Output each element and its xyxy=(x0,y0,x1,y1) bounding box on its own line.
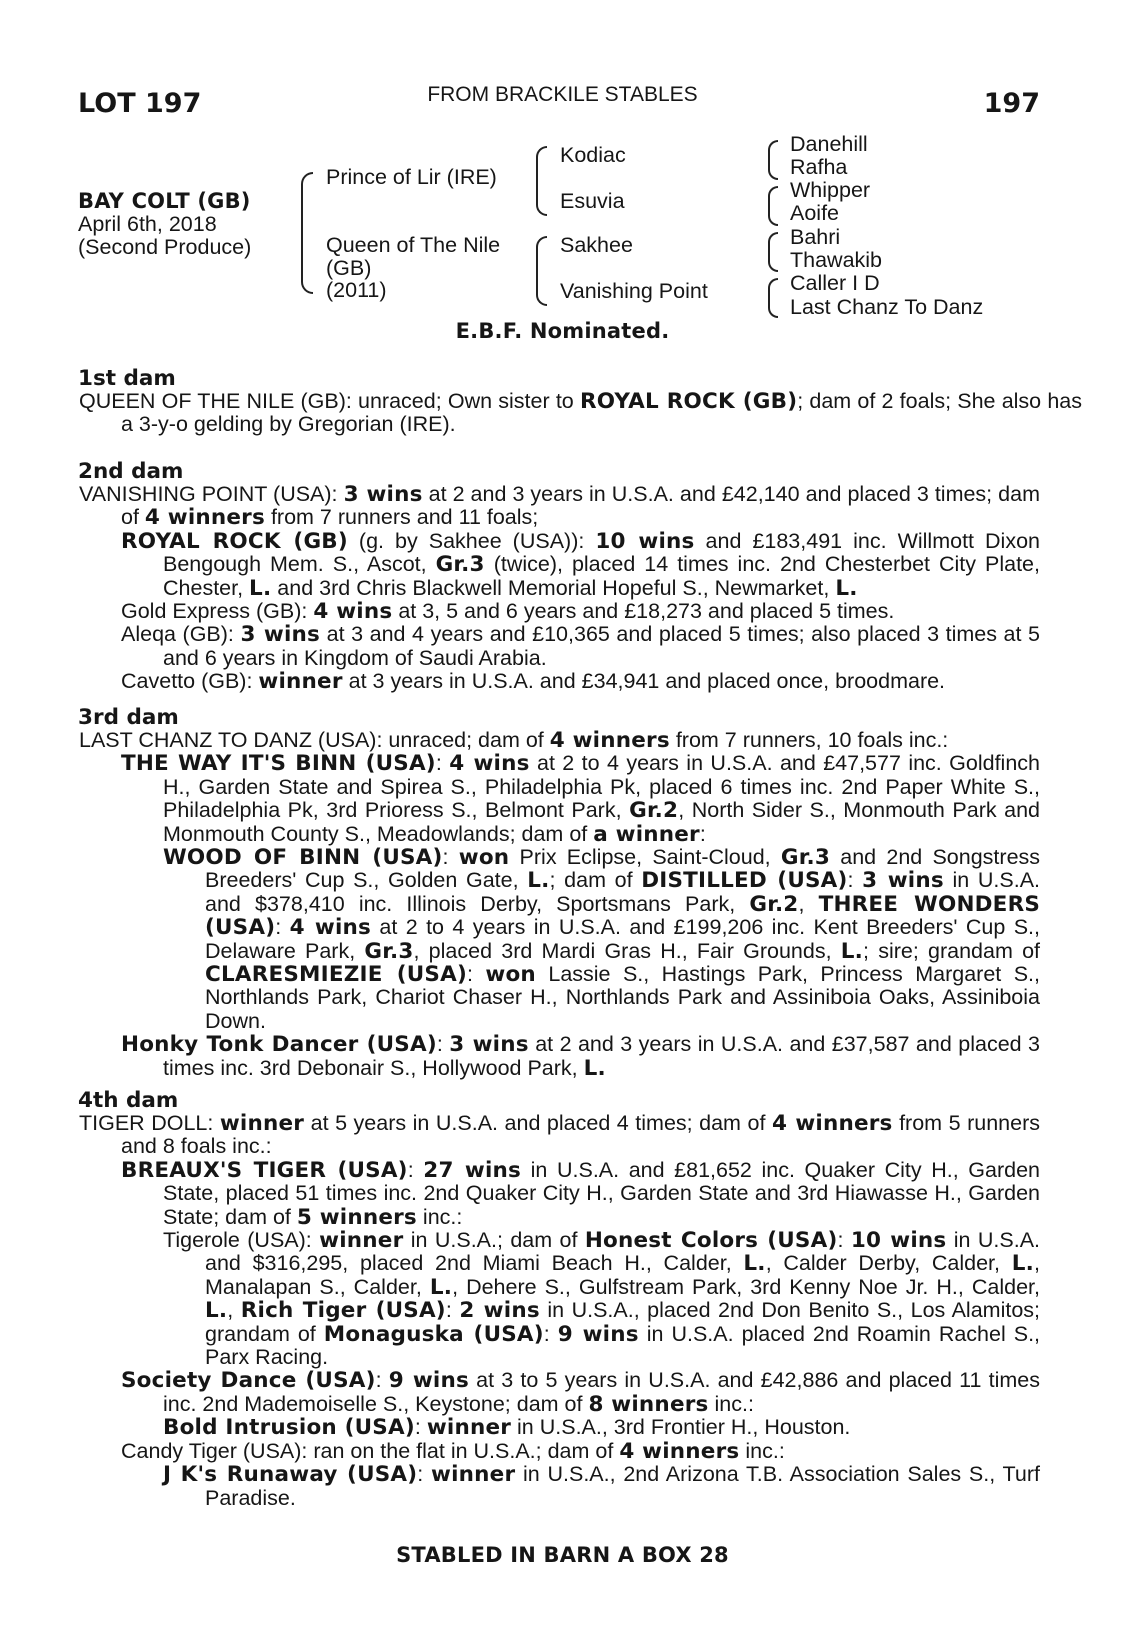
produce-note: (Second Produce) xyxy=(78,235,252,259)
ebf-nomination: E.B.F. Nominated. xyxy=(455,319,670,343)
brace-main xyxy=(301,172,313,294)
produce-jks-runaway: J K's Runaway (USA): winner in U.S.A., 2nd Arizona T.B. Association Sales S., Turf Paradise. xyxy=(163,1462,1040,1510)
brace-ggp-2 xyxy=(768,186,778,226)
produce-aleqa: Aleqa (GB): 3 wins at 3 and 4 years and £10,365 and placed 5 times; also placed 3 times at 5 and 6 years in Kingdom of Saudi Arabia. xyxy=(121,622,1040,670)
ggp-6: Thawakib xyxy=(790,248,883,272)
ggp-2: Rafha xyxy=(790,155,848,179)
sire-name: Prince of Lir (IRE) xyxy=(326,165,497,189)
horse-description: BAY COLT (GB) xyxy=(78,189,251,213)
sire-sire: Kodiac xyxy=(560,143,626,167)
produce-candy-tiger: Candy Tiger (USA): ran on the flat in U.S.A.; dam of 4 winners inc.: xyxy=(121,1438,785,1464)
second-dam-heading: 2nd dam xyxy=(78,459,184,484)
fourth-dam-text xyxy=(79,1112,1040,1510)
dam-sire: Sakhee xyxy=(560,233,633,257)
ggp-7: Caller I D xyxy=(790,271,880,295)
lot-number-left: LOT 197 xyxy=(78,88,202,119)
third-dam-intro: LAST CHANZ TO DANZ (USA): unraced; dam of 4 winners from 7 runners, 10 foals inc.: xyxy=(79,728,949,753)
stabling-note: STABLED IN BARN A BOX 28 xyxy=(396,1543,729,1567)
ggp-1: Danehill xyxy=(790,132,868,156)
ggp-4: Aoife xyxy=(790,201,840,225)
produce-gold-express: Gold Express (GB): 4 wins at 3, 5 and 6 years and £18,273 and placed 5 times. xyxy=(121,599,895,625)
dam-country: (GB) xyxy=(326,256,372,280)
second-dam-intro: VANISHING POINT (USA): 3 wins at 2 and 3 years in U.S.A. and £42,140 and placed 3 times; dam of 4 winners from 7 runners and 11 foals; xyxy=(79,482,1041,531)
first-dam-text: QUEEN OF THE NILE (GB): unraced; Own sister to ROYAL ROCK (GB); dam of 2 foals; She also has a 3-y-o gelding by Gregorian (IRE). xyxy=(79,389,1082,437)
lot-number-right: 197 xyxy=(983,88,1040,119)
produce-the-way-its-binn: THE WAY IT'S BINN (USA): 4 wins at 2 to 4 years in U.S.A. and £47,577 inc. Goldfinch H., Garden State and Spirea S., Philadelphia Pk, placed 6 times inc. 2nd Paper White S., Philadelphia Pk, 3rd Prioress S., Belmont Park, Gr.2, North Sider S., Monmouth Park and Monmouth County S., Meadowlands; dam of a winner: xyxy=(121,751,1040,847)
dam-year: (2011) xyxy=(326,278,387,302)
third-dam-heading: 3rd dam xyxy=(78,705,179,730)
produce-society-dance: Society Dance (USA): 9 wins at 3 to 5 years in U.S.A. and £42,886 and placed 11 times inc. 2nd Mademoiselle S., Keystone; dam of 8 winners inc.: xyxy=(121,1368,1040,1417)
produce-bold-intrusion: Bold Intrusion (USA): winner in U.S.A., 3rd Frontier H., Houston. xyxy=(163,1415,851,1441)
sire-dam: Esuvia xyxy=(560,189,625,213)
produce-wood-of-binn: WOOD OF BINN (USA): won Prix Eclipse, Saint-Cloud, Gr.3 and 2nd Songstress Breeders' Cup S., Golden Gate, L.; dam of DISTILLED (USA): 3 wins in U.S.A. and $378,410 inc. Illinois Derby, Sportsmans Park, Gr.2, THREE WONDERS (USA): 4 wins at 2 to 4 years in U.S.A. and £199,206 inc. Kent Breeders' Cup S., Delaware Park, Gr.3, placed 3rd Mardi Gras H., Fair Grounds, L.; sire; grandam of CLARESMIEZIE (USA): won Lassie S., Hastings Park, Princess Margaret S., Northlands Park, Chariot Chaser H., Northlands Park and Assiniboia Oaks, Assiniboia Down. xyxy=(163,845,1041,1033)
dam-name: Queen of The Nile xyxy=(326,233,501,257)
brace-ggp-4 xyxy=(768,278,778,318)
brace-sire xyxy=(536,146,547,216)
dam-dam: Vanishing Point xyxy=(560,279,708,303)
fourth-dam-heading: 4th dam xyxy=(78,1088,179,1113)
consignor-line: FROM BRACKILE STABLES xyxy=(427,83,698,106)
third-dam-text xyxy=(79,729,1040,1080)
brace-ggp-1 xyxy=(768,140,778,180)
first-dam-heading: 1st dam xyxy=(78,366,176,391)
second-dam-text xyxy=(79,483,1040,694)
ggp-8: Last Chanz To Danz xyxy=(790,295,984,319)
ggp-3: Whipper xyxy=(790,178,871,202)
produce-breauxs-tiger: BREAUX'S TIGER (USA): 27 wins in U.S.A. and £81,652 inc. Quaker City H., Garden State, placed 51 times inc. 2nd Quaker City H., Garden State and 3rd Hiawasse H., Garden State; dam of 5 winners inc.: xyxy=(121,1157,1041,1230)
foaling-date: April 6th, 2018 xyxy=(78,212,217,236)
fourth-dam-intro: TIGER DOLL: winner at 5 years in U.S.A. and placed 4 times; dam of 4 winners from 5 runners and 8 foals inc.: xyxy=(79,1111,1040,1159)
ggp-5: Bahri xyxy=(790,225,841,249)
brace-ggp-3 xyxy=(768,232,778,272)
produce-cavetto: Cavetto (GB): winner at 3 years in U.S.A. and £34,941 and placed once, broodmare. xyxy=(121,669,946,695)
produce-honky-tonk-dancer: Honky Tonk Dancer (USA): 3 wins at 2 and 3 years in U.S.A. and £37,587 and placed 3 times inc. 3rd Debonair S., Hollywood Park, L. xyxy=(121,1032,1041,1081)
brace-dam xyxy=(536,236,547,306)
produce-tigerole: Tigerole (USA): winner in U.S.A.; dam of Honest Colors (USA): 10 wins in U.S.A. and $316,295, placed 2nd Miami Beach H., Calder, L., Calder Derby, Calder, L., Manalapan S., Calder, L., Dehere S., Gulfstream Park, 3rd Kenny Noe Jr. H., Calder, L., Rich Tiger (USA): 2 wins in U.S.A., placed 2nd Don Benito S., Los Alamitos; grandam of Monaguska (USA): 9 wins in U.S.A. placed 2nd Roamin Rachel S., Parx Racing. xyxy=(163,1228,1041,1370)
produce-royal-rock: ROYAL ROCK (GB) (g. by Sakhee (USA)): 10 wins and £183,491 inc. Willmott Dixon Bengough Mem. S., Ascot, Gr.3 (twice), placed 14 times inc. 2nd Chesterbet City Plate, Chester, L. and 3rd Chris Blackwell Memorial Hopeful S., Newmarket, L. xyxy=(121,528,1041,601)
